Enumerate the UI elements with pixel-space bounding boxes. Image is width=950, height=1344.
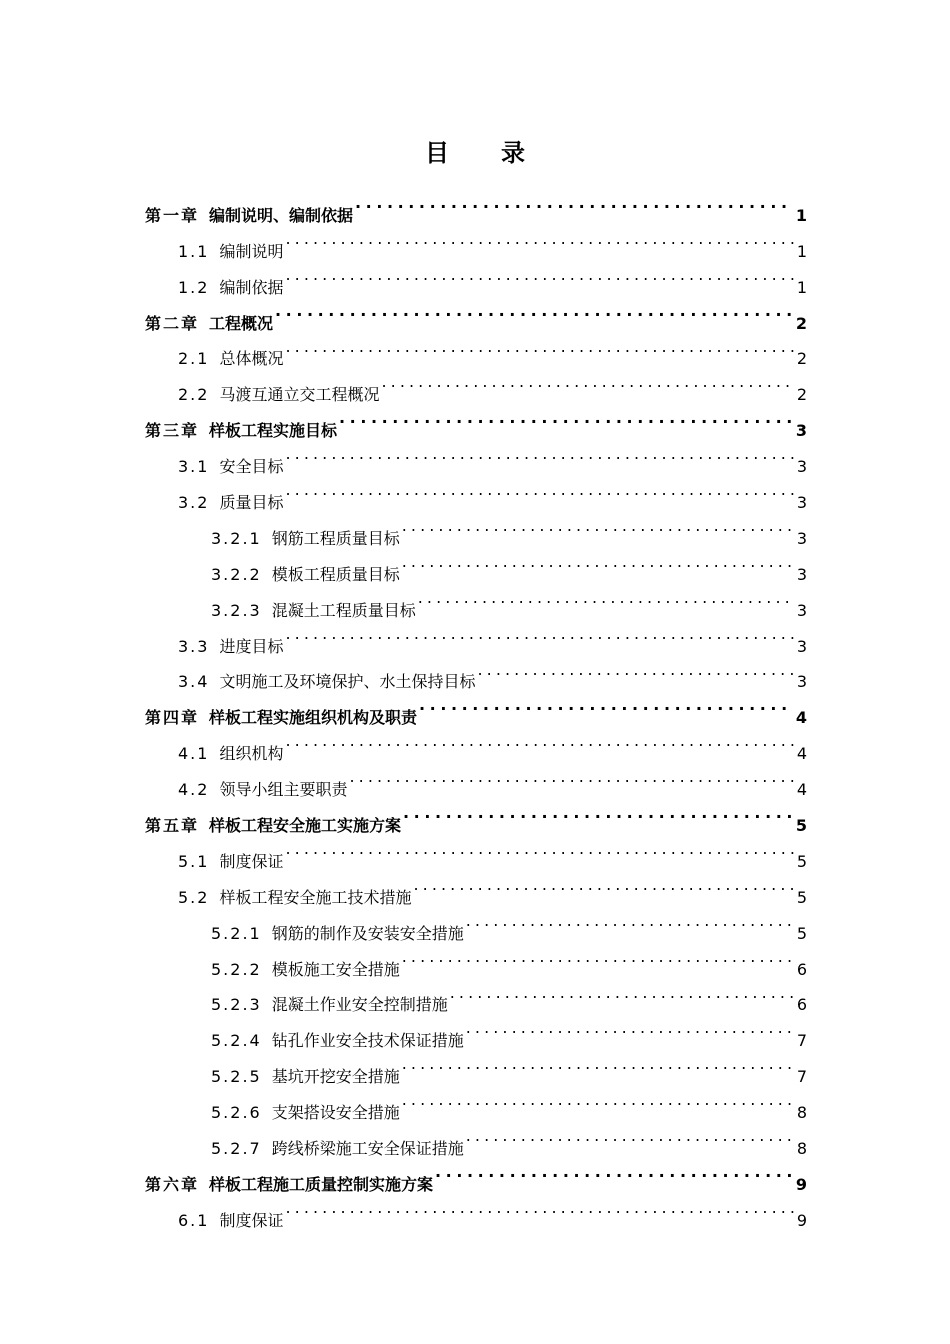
toc-entry-number: 3.2.2 [211,564,262,584]
toc-entry-number: 3.2.1 [211,528,262,548]
dot-leader [349,759,793,795]
dot-leader [466,903,794,939]
toc-entry-title: 样板工程安全施工技术措施 [219,887,412,907]
dot-leader [339,400,793,436]
toc-entry-number: 1.2 [178,277,210,297]
toc-entry-number: 5.2.3 [211,995,262,1015]
toc-entry-title: 制度保证 [219,851,284,871]
toc-entry-page-number: 8 [796,1103,807,1123]
dot-leader [355,185,793,221]
title-char-2: 录 [501,139,525,167]
toc-entry-number: 第三章 [145,421,200,441]
toc-entry-title: 混凝土工程质量目标 [271,600,416,620]
toc-entry-number: 5.2.1 [211,923,262,943]
toc-entry-page-number: 7 [796,1031,807,1051]
toc-entry-page-number: 1 [796,241,807,261]
toc-entry-page-number: 3 [796,672,807,692]
toc-entry-title: 编制说明、编制依据 [209,205,354,225]
toc-entry-number: 5.2.2 [211,959,262,979]
toc-entry-page-number: 2 [796,385,807,405]
toc-entry-number: 5.2 [178,887,210,907]
toc-entry-title: 跨线桥梁施工安全保证措施 [271,1139,464,1159]
toc-entry-title: 支架搭设安全措施 [271,1103,400,1123]
toc-entry-title: 编制说明 [219,241,284,261]
dot-leader [466,1010,794,1046]
toc-entry-number: 4.1 [178,744,210,764]
toc-entry-page-number: 3 [795,421,807,441]
toc-entry-page-number: 1 [795,205,807,225]
toc-entry-number: 第四章 [145,708,200,728]
dot-leader [285,723,793,759]
dot-leader [418,580,794,616]
dot-leader [402,508,794,544]
dot-leader [403,795,793,831]
toc-entry-number: 6.1 [178,1210,210,1230]
toc-entry-title: 样板工程实施目标 [209,421,338,441]
dot-leader [381,364,793,400]
toc-entry-page-number: 2 [796,349,807,369]
title-char-1: 目 [425,139,449,167]
toc-entry-number: 第五章 [145,816,200,836]
dot-leader [285,472,793,508]
toc-entry-title: 混凝土作业安全控制措施 [271,995,448,1015]
dot-leader [285,1190,793,1226]
toc-entry-number: 4.2 [178,780,210,800]
toc-entry-page-number: 4 [796,744,807,764]
toc-entry-number: 3.2.3 [211,600,262,620]
toc-entry-page-number: 8 [796,1139,807,1159]
dot-leader [466,1118,794,1154]
toc-entry-title: 钢筋的制作及安装安全措施 [271,923,464,943]
toc-entry-number: 5.2.6 [211,1103,262,1123]
dot-leader [402,544,794,580]
toc-entry-title: 质量目标 [219,493,284,513]
dot-leader [402,939,794,975]
toc-entry-number: 5.1 [178,851,210,871]
toc-entry-title: 进度目标 [219,636,284,656]
toc-entry-title: 样板工程实施组织机构及职责 [209,708,418,728]
toc-entry-title: 安全目标 [219,457,284,477]
toc-entry-page-number: 5 [796,887,807,907]
toc-entry-page-number: 6 [796,995,807,1015]
toc-entry-title: 钢筋工程质量目标 [271,528,400,548]
table-of-contents [145,185,807,1230]
toc-entry-title: 文明施工及环境保护、水土保持目标 [219,672,476,692]
toc-entry-number: 5.2.4 [211,1031,262,1051]
toc-entry-title: 工程概况 [209,313,274,333]
toc-entry-number: 第一章 [145,205,200,225]
dot-leader [285,616,793,652]
toc-entry-title: 组织机构 [219,744,284,764]
toc-entry-title: 编制依据 [219,277,284,297]
toc-entry-title: 钻孔作业安全技术保证措施 [271,1031,464,1051]
toc-entry-page-number: 3 [796,600,807,620]
toc-entry-page-number: 9 [796,1210,807,1230]
toc-entry-number: 3.2 [178,493,210,513]
toc-entry-page-number: 9 [795,1174,807,1194]
toc-entry-number: 第二章 [145,313,200,333]
toc-entry-number: 3.4 [178,672,210,692]
toc-entry-title: 制度保证 [219,1210,284,1230]
toc-entry-page-number: 3 [796,528,807,548]
dot-leader [413,867,793,903]
dot-leader [285,329,793,365]
toc-entry-page-number: 6 [796,959,807,979]
toc-entry[interactable] [145,185,807,225]
toc-entry-number: 2.2 [178,385,210,405]
toc-entry-page-number: 3 [796,493,807,513]
dot-leader [402,1046,794,1082]
toc-entry-page-number: 7 [796,1067,807,1087]
toc-entry-page-number: 5 [796,923,807,943]
toc-entry-number: 1.1 [178,241,210,261]
dot-leader [450,975,794,1011]
toc-entry-title: 马渡互通立交工程概况 [219,385,380,405]
dot-leader [477,652,793,688]
dot-leader [285,831,793,867]
toc-entry-page-number: 1 [796,277,807,297]
toc-entry-title: 基坑开挖安全措施 [271,1067,400,1087]
toc-entry-page-number: 4 [795,708,807,728]
toc-entry-number: 3.3 [178,636,210,656]
toc-entry-page-number: 3 [796,564,807,584]
toc-entry-page-number: 2 [795,313,807,333]
toc-entry-title: 模板工程质量目标 [271,564,400,584]
toc-entry-number: 2.1 [178,349,210,369]
toc-entry-number: 5.2.5 [211,1067,262,1087]
toc-entry-title: 模板施工安全措施 [271,959,400,979]
toc-entry-page-number: 5 [795,816,807,836]
toc-entry-title: 总体概况 [219,349,284,369]
toc-entry-title: 样板工程施工质量控制实施方案 [209,1174,434,1194]
toc-entry-page-number: 4 [796,780,807,800]
page-title [0,133,950,168]
dot-leader [275,293,793,329]
toc-entry-page-number: 3 [796,636,807,656]
toc-entry-number: 3.1 [178,457,210,477]
toc-entry-title: 领导小组主要职责 [219,780,348,800]
dot-leader [285,221,793,257]
toc-entry-title: 样板工程安全施工实施方案 [209,816,402,836]
toc-entry-page-number: 3 [796,457,807,477]
toc-entry-number: 5.2.7 [211,1139,262,1159]
dot-leader [285,436,793,472]
dot-leader [419,687,793,723]
dot-leader [402,1082,794,1118]
toc-entry-page-number: 5 [796,851,807,871]
dot-leader [435,1154,793,1190]
toc-entry-number: 第六章 [145,1174,200,1194]
dot-leader [285,257,793,293]
